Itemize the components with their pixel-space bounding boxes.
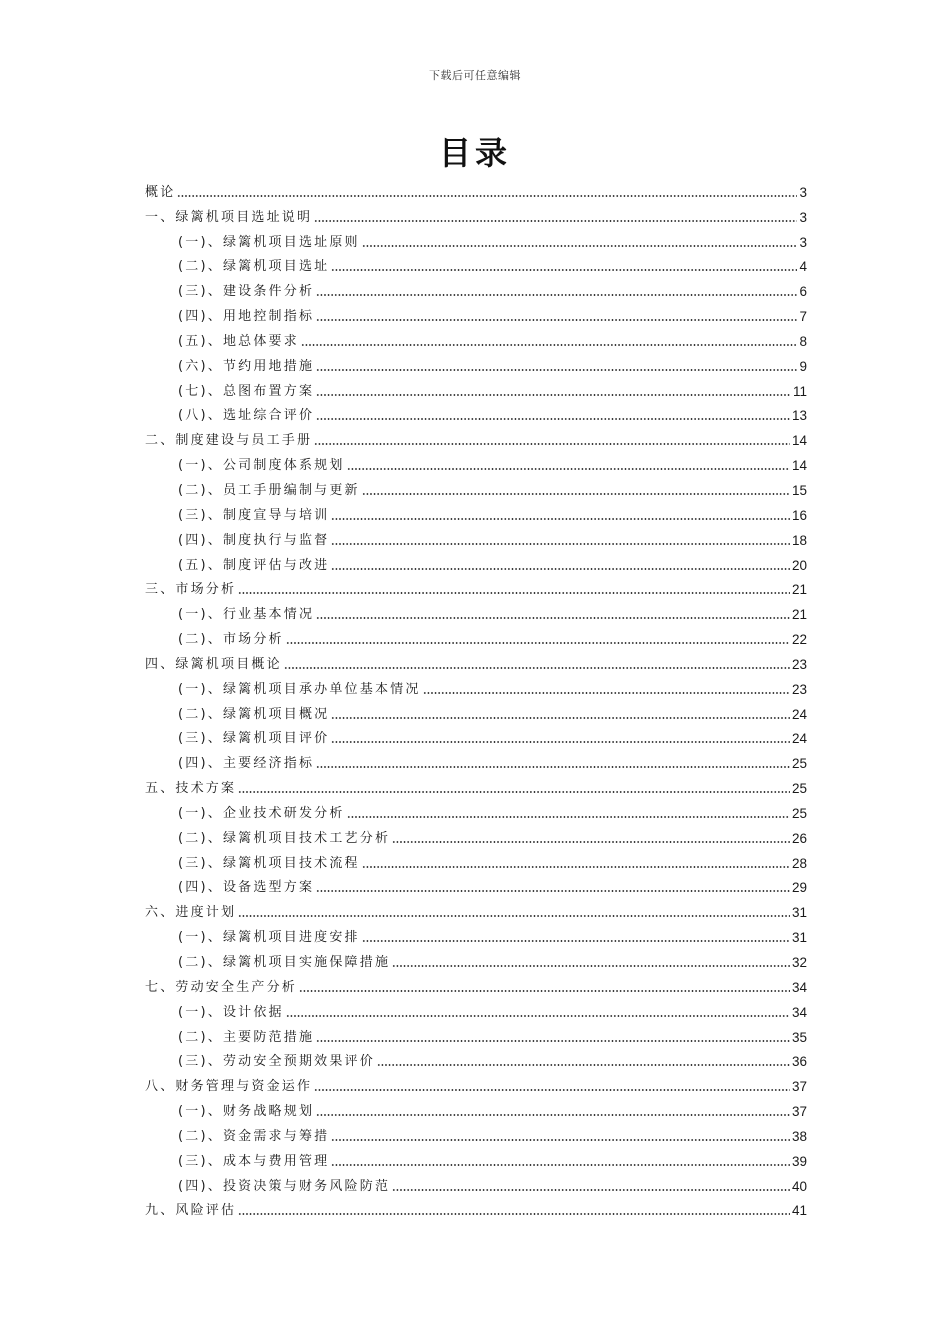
toc-section-entry[interactable] bbox=[145, 525, 807, 550]
toc-dot-leader bbox=[316, 755, 790, 769]
toc-page-number: 29 bbox=[791, 880, 807, 896]
toc-chapter-entry[interactable] bbox=[145, 177, 807, 202]
toc-page-number: 23 bbox=[791, 681, 807, 697]
toc-page-number: 21 bbox=[791, 582, 807, 598]
toc-section-entry[interactable] bbox=[145, 922, 807, 947]
toc-page-number: 37 bbox=[791, 1104, 807, 1120]
toc-page-number: 34 bbox=[791, 1004, 807, 1020]
toc-dot-leader bbox=[316, 1029, 790, 1043]
toc-dot-leader bbox=[331, 557, 790, 571]
toc-page-number: 41 bbox=[791, 1203, 807, 1219]
toc-entry-title: (四)、主要经济指标 bbox=[178, 756, 315, 772]
toc-page-number: 40 bbox=[791, 1178, 807, 1194]
toc-dot-leader bbox=[347, 805, 790, 819]
toc-page-number: 8 bbox=[799, 333, 807, 349]
toc-dot-leader bbox=[316, 606, 790, 620]
toc-entry-title: (八)、选址综合评价 bbox=[178, 408, 315, 424]
toc-dot-leader bbox=[331, 706, 790, 720]
toc-entry-title: 八、财务管理与资金运作 bbox=[145, 1079, 313, 1095]
toc-dot-leader bbox=[316, 383, 791, 397]
toc-dot-leader bbox=[362, 855, 790, 869]
toc-dot-leader bbox=[314, 1078, 790, 1092]
toc-entry-title: (六)、节约用地措施 bbox=[178, 358, 315, 374]
toc-page-number: 20 bbox=[791, 557, 807, 573]
toc-dot-leader bbox=[238, 904, 790, 918]
toc-page-number: 39 bbox=[791, 1153, 807, 1169]
toc-chapter-entry[interactable] bbox=[145, 425, 807, 450]
toc-page-number: 23 bbox=[791, 656, 807, 672]
toc-chapter-entry[interactable] bbox=[145, 575, 807, 600]
toc-section-entry[interactable] bbox=[145, 450, 807, 475]
toc-section-entry[interactable] bbox=[145, 848, 807, 873]
toc-dot-leader bbox=[286, 1004, 790, 1018]
toc-dot-leader bbox=[177, 184, 797, 198]
toc-chapter-entry[interactable] bbox=[145, 1196, 807, 1221]
toc-dot-leader bbox=[284, 656, 790, 670]
toc-section-entry[interactable] bbox=[145, 1047, 807, 1072]
toc-page-number: 26 bbox=[791, 830, 807, 846]
toc-section-entry[interactable] bbox=[145, 227, 807, 252]
toc-entry-title: (三)、建设条件分析 bbox=[178, 284, 315, 300]
toc-entry-title: (四)、用地控制指标 bbox=[178, 309, 315, 325]
toc-section-entry[interactable] bbox=[145, 550, 807, 575]
toc-entry-title: 九、风险评估 bbox=[145, 1203, 237, 1219]
toc-page-number: 9 bbox=[799, 358, 807, 374]
toc-page-number: 3 bbox=[799, 234, 807, 250]
toc-section-entry[interactable] bbox=[145, 301, 807, 326]
toc-section-entry[interactable] bbox=[145, 1146, 807, 1171]
toc-entry-title: 二、制度建设与员工手册 bbox=[145, 433, 313, 449]
toc-entry-title: (三)、绿篱机项目评价 bbox=[178, 731, 330, 747]
toc-entry-title: (四)、制度执行与监督 bbox=[178, 532, 330, 548]
toc-entry-title: (一)、设计依据 bbox=[178, 1004, 284, 1020]
toc-entry-title: (一)、企业技术研发分析 bbox=[178, 805, 345, 821]
toc-dot-leader bbox=[238, 581, 790, 595]
toc-section-entry[interactable] bbox=[145, 748, 807, 773]
toc-dot-leader bbox=[238, 780, 790, 794]
toc-section-entry[interactable] bbox=[145, 401, 807, 426]
toc-dot-leader bbox=[392, 954, 790, 968]
toc-section-entry[interactable] bbox=[145, 599, 807, 624]
toc-section-entry[interactable] bbox=[145, 1121, 807, 1146]
toc-page-number: 14 bbox=[791, 458, 807, 474]
toc-entry-title: 五、技术方案 bbox=[145, 781, 237, 797]
toc-page-number: 35 bbox=[791, 1029, 807, 1045]
toc-section-entry[interactable] bbox=[145, 873, 807, 898]
toc-page-number: 24 bbox=[791, 706, 807, 722]
toc-dot-leader bbox=[392, 1178, 790, 1192]
toc-page-number: 25 bbox=[791, 805, 807, 821]
toc-page-number: 34 bbox=[791, 979, 807, 995]
toc-section-entry[interactable] bbox=[145, 947, 807, 972]
toc-entry-title: (二)、市场分析 bbox=[178, 632, 284, 648]
toc-page-number: 16 bbox=[791, 507, 807, 523]
toc-page-number: 25 bbox=[791, 781, 807, 797]
toc-entry-title: 六、进度计划 bbox=[145, 905, 237, 921]
toc-entry-title: 一、绿篱机项目选址说明 bbox=[145, 209, 313, 225]
toc-entry-title: (三)、绿篱机项目技术流程 bbox=[178, 855, 360, 871]
toc-entry-title: (一)、绿篱机项目承办单位基本情况 bbox=[178, 681, 421, 697]
toc-dot-leader bbox=[316, 283, 797, 297]
toc-section-entry[interactable] bbox=[145, 376, 807, 401]
toc-section-entry[interactable] bbox=[145, 475, 807, 500]
toc-dot-leader bbox=[316, 308, 797, 322]
toc-section-entry[interactable] bbox=[145, 674, 807, 699]
toc-page-number: 3 bbox=[799, 184, 807, 200]
toc-chapter-entry[interactable] bbox=[145, 202, 807, 227]
toc-section-entry[interactable] bbox=[145, 351, 807, 376]
toc-entry-title: (七)、总图布置方案 bbox=[178, 383, 315, 399]
toc-page-number: 36 bbox=[791, 1054, 807, 1070]
toc-section-entry[interactable] bbox=[145, 252, 807, 277]
toc-page-number: 21 bbox=[791, 607, 807, 623]
toc-page-number: 22 bbox=[791, 632, 807, 648]
toc-chapter-entry[interactable] bbox=[145, 773, 807, 798]
header-note: 下载后可任意编辑 bbox=[429, 69, 521, 82]
toc-entry-title: (三)、制度宣导与培训 bbox=[178, 507, 330, 523]
toc-entry-title: (二)、绿篱机项目技术工艺分析 bbox=[178, 830, 391, 846]
toc-entry-title: 概论 bbox=[145, 184, 176, 200]
toc-section-entry[interactable] bbox=[145, 326, 807, 351]
toc-page-number: 13 bbox=[791, 408, 807, 424]
toc-section-entry[interactable] bbox=[145, 1022, 807, 1047]
toc-dot-leader bbox=[331, 258, 797, 272]
toc-page-number: 11 bbox=[792, 383, 807, 399]
toc-section-entry[interactable] bbox=[145, 798, 807, 823]
toc-chapter-entry[interactable] bbox=[145, 897, 807, 922]
toc-page-number: 28 bbox=[791, 855, 807, 871]
toc-section-entry[interactable] bbox=[145, 624, 807, 649]
toc-entry-title: 七、劳动安全生产分析 bbox=[145, 979, 298, 995]
toc-page-number: 38 bbox=[791, 1128, 807, 1144]
toc-entry-title: (三)、成本与费用管理 bbox=[178, 1153, 330, 1169]
toc-section-entry[interactable] bbox=[145, 724, 807, 749]
toc-dot-leader bbox=[316, 407, 790, 421]
toc-section-entry[interactable] bbox=[145, 997, 807, 1022]
toc-section-entry[interactable] bbox=[145, 500, 807, 525]
toc-page-number: 3 bbox=[799, 209, 807, 225]
toc-section-entry[interactable] bbox=[145, 1096, 807, 1121]
toc-page-number: 31 bbox=[791, 930, 807, 946]
toc-entry-title: (三)、劳动安全预期效果评价 bbox=[178, 1054, 375, 1070]
toc-entry-title: 三、市场分析 bbox=[145, 582, 237, 598]
toc-entry-title: 四、绿篱机项目概论 bbox=[145, 656, 282, 672]
toc-dot-leader bbox=[331, 1128, 790, 1142]
toc-entry-title: (二)、绿篱机项目概况 bbox=[178, 706, 330, 722]
toc-page-number: 7 bbox=[799, 309, 807, 325]
toc-page-number: 32 bbox=[791, 955, 807, 970]
toc-dot-leader bbox=[314, 209, 797, 223]
toc-dot-leader bbox=[362, 482, 790, 496]
toc-entry-title: (二)、绿篱机项目选址 bbox=[178, 259, 330, 275]
toc-dot-leader bbox=[362, 929, 790, 943]
toc-dot-leader bbox=[377, 1053, 790, 1067]
toc-dot-leader bbox=[238, 1202, 790, 1216]
toc-page-number: 4 bbox=[799, 259, 807, 275]
toc-dot-leader bbox=[331, 1153, 790, 1167]
page-title: 目录 bbox=[438, 134, 511, 172]
toc-chapter-entry[interactable] bbox=[145, 649, 807, 674]
toc-entry-title: (一)、公司制度体系规划 bbox=[178, 458, 345, 474]
toc-section-entry[interactable] bbox=[145, 1171, 807, 1196]
toc-dot-leader bbox=[301, 333, 798, 347]
toc-chapter-entry[interactable] bbox=[145, 972, 807, 997]
toc-entry-title: (四)、设备选型方案 bbox=[178, 880, 315, 896]
toc-entry-title: (一)、绿篱机项目选址原则 bbox=[178, 234, 360, 250]
toc-page-number: 25 bbox=[791, 756, 807, 772]
toc-entry-title: (一)、财务战略规划 bbox=[178, 1104, 315, 1120]
toc-page-number: 18 bbox=[791, 532, 807, 548]
toc-dot-leader bbox=[299, 979, 790, 993]
toc-page-number: 14 bbox=[791, 433, 807, 449]
toc-entry-title: (二)、主要防范措施 bbox=[178, 1029, 315, 1045]
toc-section-entry[interactable] bbox=[145, 823, 807, 848]
toc-dot-leader bbox=[331, 730, 790, 744]
toc-dot-leader bbox=[331, 532, 790, 546]
toc-entry-title: (二)、资金需求与筹措 bbox=[178, 1128, 330, 1144]
toc-dot-leader bbox=[423, 681, 790, 695]
toc-section-entry[interactable] bbox=[145, 699, 807, 724]
toc-dot-leader bbox=[331, 507, 790, 521]
toc-entry-title: (五)、地总体要求 bbox=[178, 333, 299, 349]
toc-dot-leader bbox=[316, 358, 797, 372]
toc-entry-title: (一)、绿篱机项目进度安排 bbox=[178, 930, 360, 946]
toc-page-number: 24 bbox=[791, 731, 807, 747]
toc-dot-leader bbox=[316, 1103, 790, 1117]
toc-page-number: 6 bbox=[799, 284, 807, 300]
toc-page-number: 37 bbox=[791, 1079, 807, 1095]
toc-entry-title: (一)、行业基本情况 bbox=[178, 607, 315, 623]
toc-dot-leader bbox=[314, 432, 790, 446]
toc-section-entry[interactable] bbox=[145, 276, 807, 301]
toc-dot-leader bbox=[362, 234, 798, 248]
table-of-contents bbox=[145, 177, 807, 1220]
toc-page-number: 31 bbox=[791, 905, 807, 921]
toc-entry-title: (二)、员工手册编制与更新 bbox=[178, 482, 360, 498]
toc-dot-leader bbox=[286, 631, 790, 645]
toc-dot-leader bbox=[316, 879, 790, 893]
toc-dot-leader bbox=[392, 830, 790, 844]
toc-entry-title: (四)、投资决策与财务风险防范 bbox=[178, 1178, 391, 1194]
toc-page-number: 15 bbox=[791, 482, 807, 498]
toc-entry-title: (五)、制度评估与改进 bbox=[178, 557, 330, 573]
toc-dot-leader bbox=[347, 457, 790, 471]
toc-chapter-entry[interactable] bbox=[145, 1071, 807, 1096]
toc-entry-title: (二)、绿篱机项目实施保障措施 bbox=[178, 955, 391, 970]
